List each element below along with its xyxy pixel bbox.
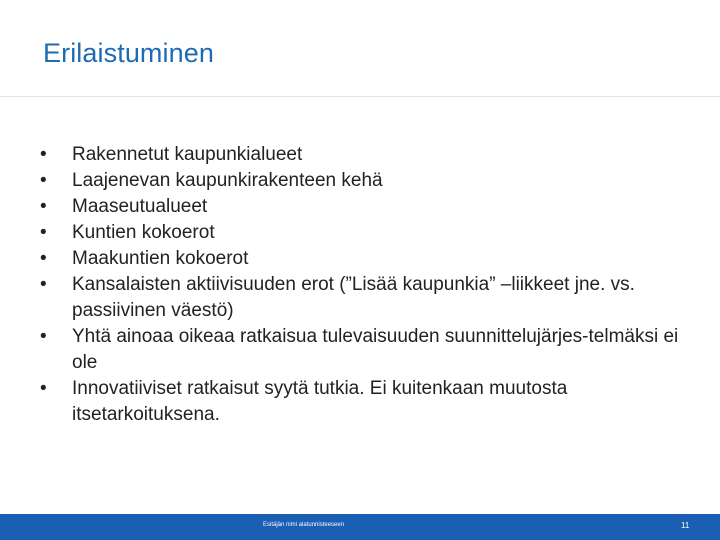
slide-title: Erilaistuminen (43, 38, 214, 68)
bullet-dot: • (40, 326, 47, 347)
bullet-dot: • (40, 378, 47, 399)
bullet-item (40, 376, 700, 428)
bullet-text: Kuntien kokoerot (72, 222, 215, 243)
bullet-text: Laajenevan kaupunkirakenteen kehä (72, 170, 383, 191)
footer-bar (0, 514, 720, 540)
bullet-item (40, 220, 700, 246)
bullet-item (40, 246, 700, 272)
page-number: 11 (681, 521, 690, 530)
bullet-text: Yhtä ainoaa oikeaa ratkaisua tulevaisuuden suunnittelujärjes-telmäksi ei ole (72, 326, 679, 373)
bullet-item (40, 324, 700, 376)
bullet-dot: • (40, 170, 47, 191)
bullet-dot: • (40, 274, 47, 295)
bullet-text: Rakennetut kaupunkialueet (72, 144, 303, 165)
bullet-dot: • (40, 248, 47, 269)
bullet-dot: • (40, 144, 47, 165)
bullet-item (40, 142, 700, 168)
footer-presenter-text: Esitäjän nimi alatunnisteeseen (263, 522, 345, 528)
bullet-text: Innovatiiviset ratkaisut syytä tutkia. Ei kuitenkaan muutosta itsetarkoituksena. (72, 378, 568, 425)
bullet-list (40, 142, 700, 428)
title-divider (0, 96, 720, 97)
bullet-item (40, 194, 700, 220)
bullet-text: Maakuntien kokoerot (72, 248, 249, 269)
bullet-dot: • (40, 222, 47, 243)
bullet-dot: • (40, 196, 47, 217)
bullet-item (40, 272, 700, 324)
bullet-text: Maaseutualueet (72, 196, 208, 217)
bullet-text: Kansalaisten aktiivisuuden erot (”Lisää kaupunkia” –liikkeet jne. vs. passiivinen väestö) (72, 274, 635, 321)
bullet-item (40, 168, 700, 194)
